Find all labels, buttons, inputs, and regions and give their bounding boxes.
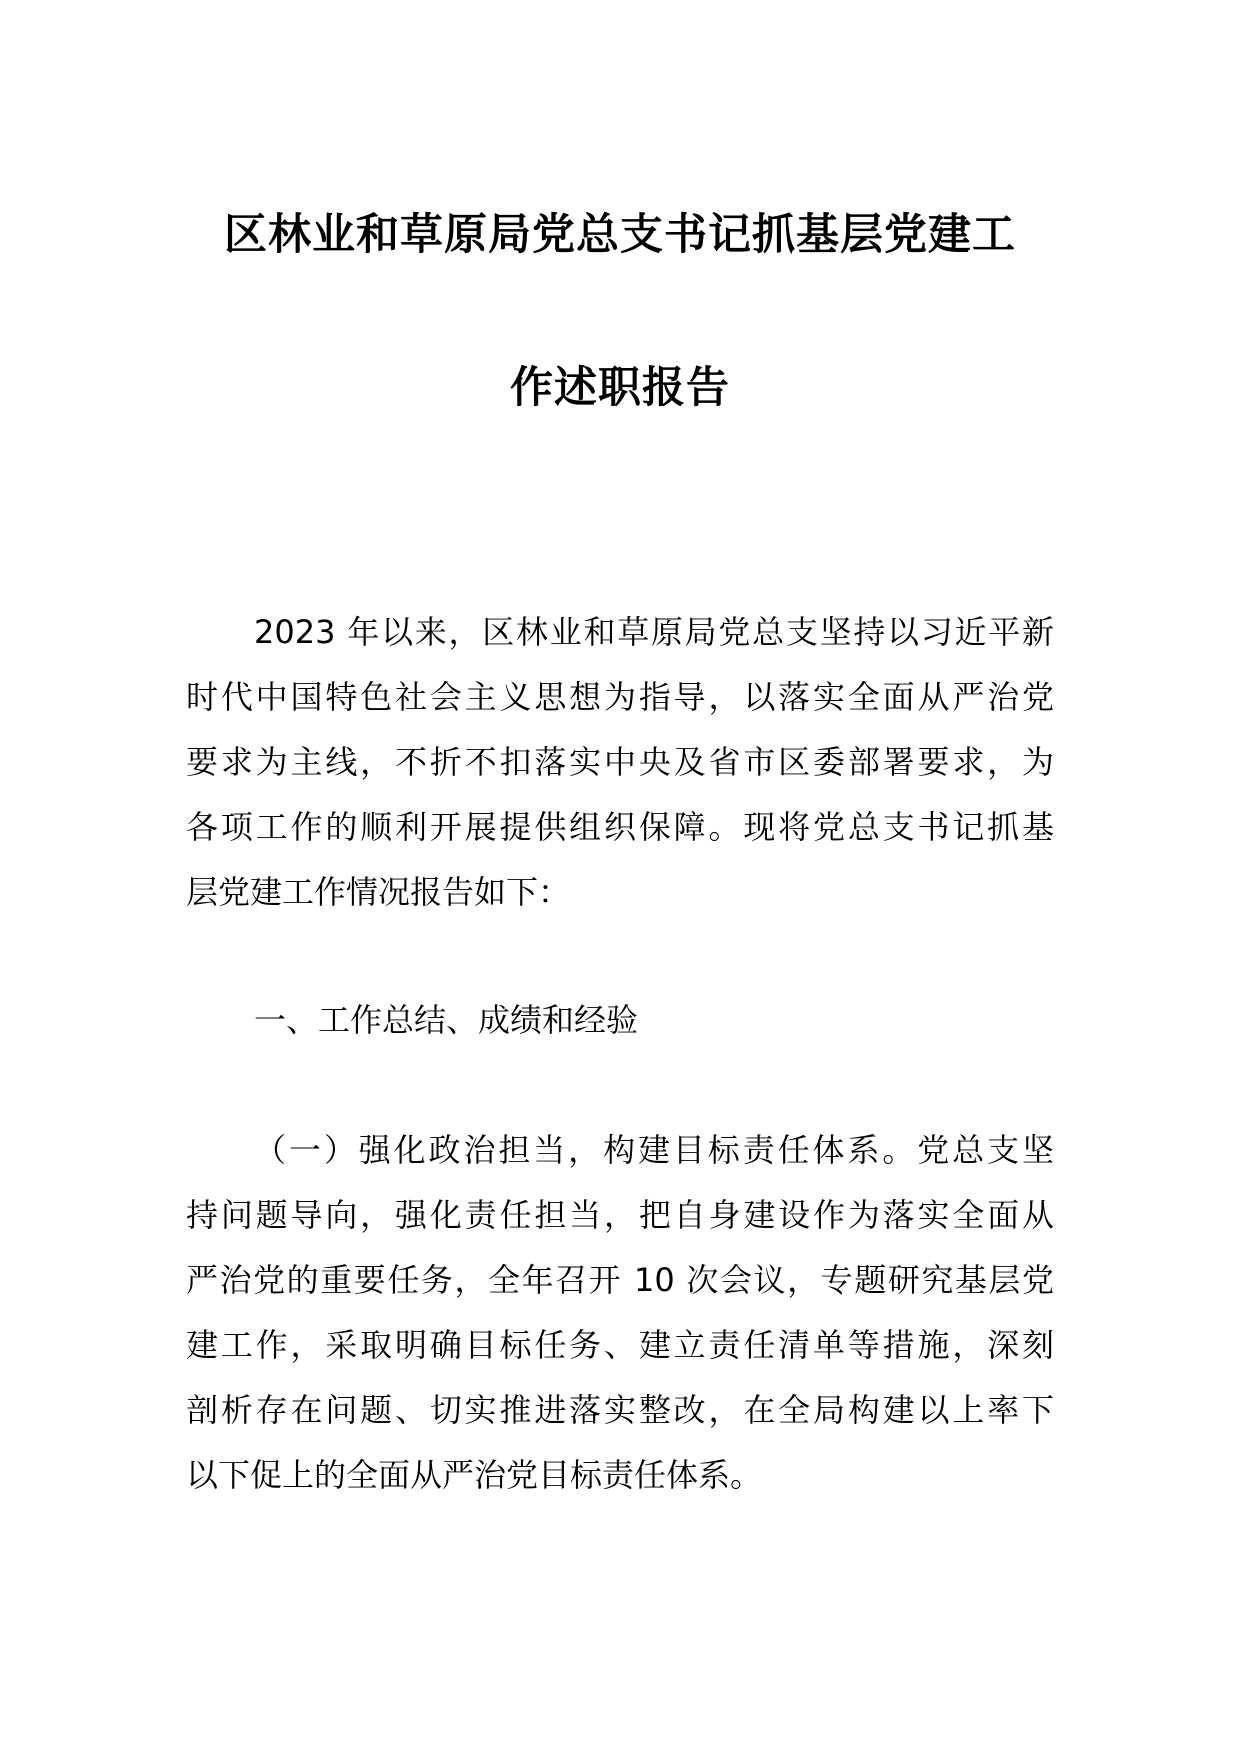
intro-line-4: 各项工作的顺利开展提供组织保障。现将党总支书记抓基 <box>186 808 1054 846</box>
intro-line-3: 要求为主线，不折不扣落实中央及省市区委部署要求，为 <box>186 743 1054 781</box>
subsection-1-line-3: 严治党的重要任务，全年召开 10 次会议，专题研究基层党 <box>186 1261 1054 1299</box>
subsection-1-line-5: 剖析存在问题、切实推进落实整改，在全局构建以上率下 <box>186 1391 1054 1429</box>
intro-line-1: 2023 年以来，区林业和草原局党总支坚持以习近平新 <box>254 613 1054 651</box>
subsection-1-line-1: （一）强化政治担当，构建目标责任体系。党总支坚 <box>254 1131 1054 1169</box>
subsection-1-line-6: 以下促上的全面从严治党目标责任体系。 <box>186 1456 763 1494</box>
subsection-1-line-4: 建工作，采取明确目标任务、建立责任清单等措施，深刻 <box>186 1326 1054 1364</box>
intro-line-5: 层党建工作情况报告如下： <box>186 873 571 911</box>
section-heading: 一、工作总结、成绩和经验 <box>254 1001 639 1039</box>
subsection-1-line-2: 持问题导向，强化责任担当，把自身建设作为落实全面从 <box>186 1196 1054 1234</box>
document-title-line-1: 区林业和草原局党总支书记抓基层党建工 <box>224 210 1016 260</box>
intro-line-2: 时代中国特色社会主义思想为指导，以落实全面从严治党 <box>186 678 1054 716</box>
document-title-line-2: 作述职报告 <box>510 363 730 413</box>
